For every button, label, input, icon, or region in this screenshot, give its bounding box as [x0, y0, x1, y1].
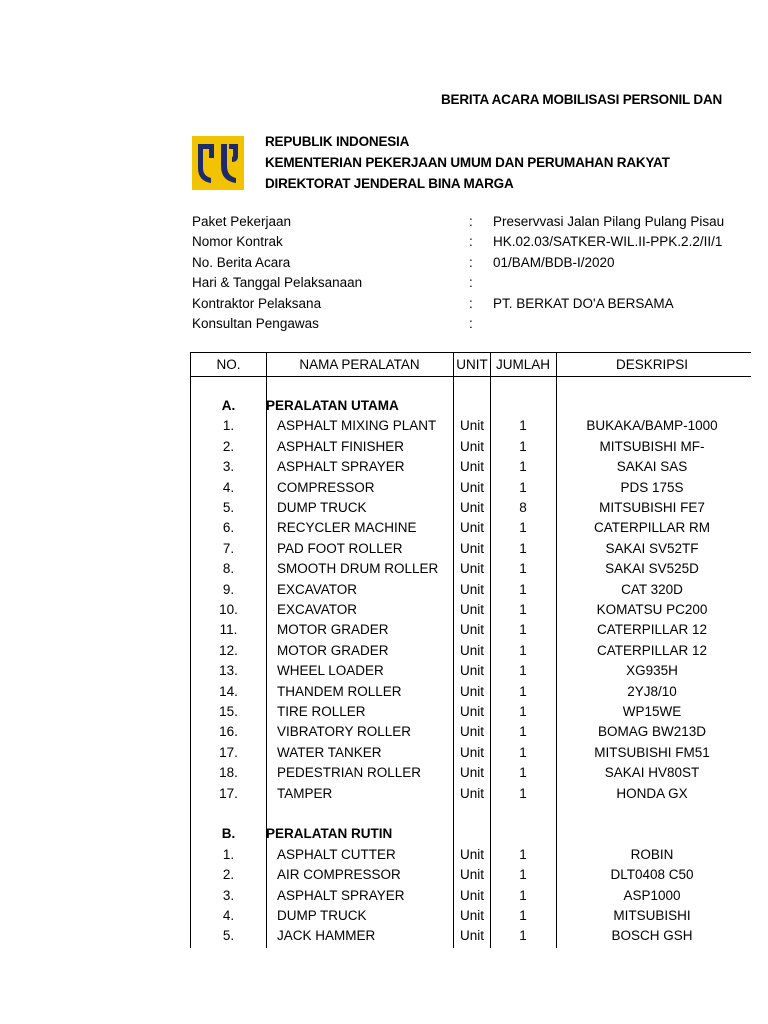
table-row: [191, 581, 751, 601]
row-qty: 1: [519, 724, 527, 740]
row-desc: 2YJ8/10: [627, 683, 677, 699]
row-no: 17.: [219, 744, 238, 760]
header-name: NAMA PERALATAN: [299, 357, 420, 372]
row-no: 13.: [219, 663, 238, 679]
row-desc: MITSUBISHI FM51: [594, 744, 710, 760]
org-line-3: DIREKTORAT JENDERAL BINA MARGA: [265, 176, 514, 191]
row-desc: MITSUBISHI MF-: [599, 438, 705, 454]
row-desc: SAKAI SV52TF: [605, 540, 699, 556]
row-no: 2.: [222, 438, 235, 454]
row-name: ASPHALT FINISHER: [277, 438, 405, 454]
row-name: ASPHALT MIXING PLANT: [277, 418, 437, 434]
row-no: 10.: [219, 602, 238, 617]
row-qty: 1: [519, 540, 527, 556]
table-row: [191, 499, 751, 519]
row-unit: Unit: [459, 459, 484, 475]
table-row: [191, 642, 751, 662]
section-title: PERALATAN RUTIN: [266, 826, 393, 842]
table-row: [191, 927, 751, 947]
row-name: TIRE ROLLER: [277, 704, 366, 719]
row-unit: Unit: [459, 724, 484, 740]
row-name: ASPHALT SPRAYER: [277, 887, 405, 903]
info-value: 01/BAM/BDB-I/2020: [493, 254, 615, 270]
row-desc: CATERPILLAR 12: [596, 622, 708, 638]
row-desc: XG935H: [626, 663, 678, 679]
row-qty: 1: [519, 908, 527, 923]
row-no: 4.: [222, 908, 235, 923]
info-label: Kontraktor Pelaksana: [192, 295, 322, 311]
table-row: [191, 866, 751, 886]
row-desc: DLT0408 C50: [610, 867, 694, 883]
row-name: EXCAVATOR: [277, 581, 358, 597]
row-qty: 1: [519, 520, 527, 536]
row-qty: 1: [519, 663, 527, 679]
row-qty: 1: [519, 744, 527, 760]
row-no: 11.: [219, 622, 238, 638]
header-desc: DESKRIPSI: [615, 357, 689, 372]
row-name: TAMPER: [277, 785, 333, 801]
row-unit: Unit: [459, 744, 484, 760]
section-row: [191, 397, 751, 417]
row-qty: 1: [519, 479, 527, 495]
row-no: 14.: [219, 683, 238, 699]
row-no: 7.: [222, 540, 235, 556]
row-qty: 1: [519, 581, 527, 597]
row-name: DUMP TRUCK: [277, 500, 367, 515]
table-row: [191, 723, 751, 743]
row-name: RECYCLER MACHINE: [277, 520, 417, 536]
row-no: 12.: [219, 642, 238, 658]
table-row: [191, 662, 751, 682]
table-row: [191, 601, 751, 621]
table-row: [191, 621, 751, 641]
info-colon: :: [469, 234, 473, 250]
row-qty: 1: [519, 438, 527, 454]
row-desc: KOMATSU PC200: [596, 602, 708, 617]
table-row: [191, 907, 751, 927]
section-title: PERALATAN UTAMA: [266, 398, 399, 413]
row-qty: 8: [519, 500, 527, 515]
row-name: THANDEM ROLLER: [277, 683, 402, 699]
row-qty: 1: [519, 622, 527, 638]
row-desc: MITSUBISHI: [613, 908, 691, 923]
row-desc: PDS 175S: [620, 479, 684, 495]
info-colon: :: [469, 275, 473, 291]
table-row: [191, 417, 751, 437]
row-no: 2.: [222, 867, 235, 883]
table-row: [191, 764, 751, 784]
row-name: MOTOR GRADER: [277, 622, 389, 638]
row-unit: Unit: [459, 867, 484, 883]
row-name: ASPHALT CUTTER: [277, 846, 396, 862]
row-no: 3.: [222, 887, 235, 903]
row-name: PAD FOOT ROLLER: [277, 540, 403, 556]
row-desc: ASP1000: [623, 887, 681, 903]
row-unit: Unit: [459, 418, 484, 434]
section-no: B.: [221, 826, 236, 842]
row-qty: 1: [519, 928, 527, 944]
info-value: HK.02.03/SATKER-WIL.II-PPK.2.2/II/1: [493, 234, 723, 250]
header-no: NO.: [216, 357, 241, 372]
row-name: MOTOR GRADER: [277, 642, 389, 658]
row-unit: Unit: [459, 438, 484, 454]
row-no: 17.: [219, 785, 238, 801]
table-row: [191, 683, 751, 703]
row-desc: CATERPILLAR RM: [593, 520, 711, 536]
row-no: 3.: [222, 459, 235, 475]
row-no: 18.: [219, 765, 238, 781]
row-no: 5.: [222, 928, 235, 944]
header-unit: UNIT: [456, 357, 488, 372]
info-label: Hari & Tanggal Pelaksanaan: [192, 275, 363, 291]
row-desc: HONDA GX: [616, 785, 688, 801]
row-desc: WP15WE: [622, 704, 682, 719]
table-row: [191, 744, 751, 764]
info-colon: :: [469, 214, 473, 229]
row-unit: Unit: [459, 520, 484, 536]
table-row: [191, 458, 751, 478]
row-qty: 1: [519, 785, 527, 801]
info-value: Preservvasi Jalan Pilang Pulang Pisau: [493, 214, 725, 229]
table-row: [191, 887, 751, 907]
row-qty: 1: [519, 765, 527, 781]
row-unit: Unit: [459, 479, 484, 495]
row-unit: Unit: [459, 561, 484, 577]
row-qty: 1: [519, 846, 527, 862]
row-unit: Unit: [459, 887, 484, 903]
info-label: Nomor Kontrak: [192, 234, 283, 250]
info-colon: :: [469, 315, 473, 331]
row-desc: SAKAI SV525D: [605, 561, 699, 577]
row-name: PEDESTRIAN ROLLER: [277, 765, 422, 781]
row-no: 8.: [222, 561, 235, 577]
row-no: 16.: [219, 724, 238, 740]
row-unit: Unit: [459, 704, 484, 719]
info-label: Konsultan Pengawas: [192, 315, 319, 331]
row-qty: 1: [519, 418, 527, 434]
row-no: 9.: [222, 581, 235, 597]
row-qty: 1: [519, 704, 527, 719]
row-name: WHEEL LOADER: [277, 663, 384, 679]
row-desc: MITSUBISHI FE7: [599, 500, 705, 515]
row-unit: Unit: [459, 622, 484, 638]
row-no: 6.: [222, 520, 235, 536]
row-desc: SAKAI SAS: [616, 459, 688, 475]
row-unit: Unit: [459, 500, 484, 515]
pupr-logo: [192, 136, 244, 190]
table-row: [191, 560, 751, 580]
header-qty: JUMLAH: [495, 357, 550, 372]
row-qty: 1: [519, 459, 527, 475]
row-unit: Unit: [459, 928, 484, 944]
section-no: A.: [221, 398, 236, 413]
row-desc: BOMAG BW213D: [597, 724, 707, 740]
info-colon: :: [469, 295, 473, 311]
row-unit: Unit: [459, 663, 484, 679]
row-no: 1.: [222, 418, 235, 434]
row-name: ASPHALT SPRAYER: [277, 459, 405, 475]
row-unit: Unit: [459, 846, 484, 862]
table-row: [191, 438, 751, 458]
equipment-table: [190, 352, 751, 948]
row-desc: CAT 320D: [621, 581, 683, 597]
row-desc: SAKAI HV80ST: [604, 765, 700, 781]
row-desc: CATERPILLAR 12: [596, 642, 708, 658]
row-unit: Unit: [459, 908, 484, 923]
row-unit: Unit: [459, 683, 484, 699]
row-qty: 1: [519, 867, 527, 883]
row-desc: ROBIN: [630, 846, 674, 862]
info-colon: :: [469, 254, 473, 270]
row-qty: 1: [519, 887, 527, 903]
row-name: EXCAVATOR: [277, 602, 358, 617]
section-row: [191, 825, 751, 845]
table-row: [191, 519, 751, 539]
table-row: [191, 785, 751, 805]
table-row: [191, 479, 751, 499]
row-qty: 1: [519, 683, 527, 699]
row-name: DUMP TRUCK: [277, 908, 367, 923]
info-label: No. Berita Acara: [192, 254, 291, 270]
row-no: 5.: [222, 500, 235, 515]
row-unit: Unit: [459, 785, 484, 801]
row-unit: Unit: [459, 581, 484, 597]
row-unit: Unit: [459, 540, 484, 556]
row-no: 4.: [222, 479, 235, 495]
table-row: [191, 540, 751, 560]
row-name: AIR COMPRESSOR: [277, 867, 401, 883]
row-desc: BOSCH GSH: [611, 928, 693, 944]
row-unit: Unit: [459, 602, 484, 617]
info-label: Paket Pekerjaan: [192, 214, 292, 229]
table-row: [191, 703, 751, 723]
row-no: 1.: [222, 846, 235, 862]
org-line-1: REPUBLIK INDONESIA: [265, 134, 410, 149]
row-no: 15.: [219, 704, 238, 719]
row-name: JACK HAMMER: [277, 928, 376, 944]
row-name: COMPRESSOR: [277, 479, 375, 495]
table-row: [191, 846, 751, 866]
info-value: PT. BERKAT DO'A BERSAMA: [493, 295, 674, 311]
row-name: WATER TANKER: [277, 744, 382, 760]
row-qty: 1: [519, 561, 527, 577]
row-unit: Unit: [459, 642, 484, 658]
row-qty: 1: [519, 602, 527, 617]
org-line-2: KEMENTERIAN PEKERJAAN UMUM DAN PERUMAHAN RAKYAT: [265, 155, 670, 170]
row-name: VIBRATORY ROLLER: [277, 724, 412, 740]
row-unit: Unit: [459, 765, 484, 781]
row-desc: BUKAKA/BAMP-1000: [586, 418, 718, 434]
organization-header: [265, 131, 670, 194]
document-title: BERITA ACARA MOBILISASI PERSONIL DAN: [441, 92, 723, 107]
row-name: SMOOTH DRUM ROLLER: [277, 561, 439, 577]
row-qty: 1: [519, 642, 527, 658]
